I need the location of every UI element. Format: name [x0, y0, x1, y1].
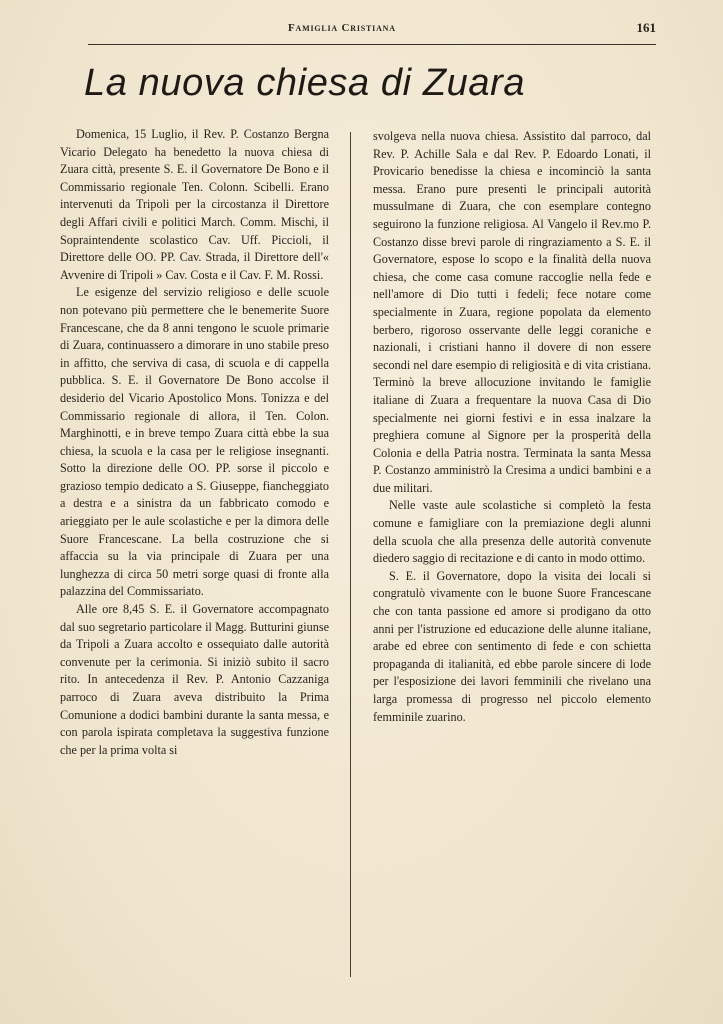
left-column: [60, 126, 329, 759]
paragraph: S. E. il Governatore, dopo la visita dei locali si congratulò vivamente con le buone Suore Francescane che con tanta passione ed amore si prodigano da otto anni per l'istruzione ed educazione delle alunne italiane, arabe ed ebree con sentimento di fede e con schietta propaganda di italianità, ed ebbe parole sincere di lode per l'esposizione dei lavori femminili che rivelano una larga promessa di progresso nel piccolo elemento femminile zuarino.: [373, 568, 651, 724]
header-rule: [88, 44, 656, 45]
page-number: 161: [636, 20, 656, 35]
paragraph: Alle ore 8,45 S. E. il Governatore accompagnato dal suo segretario particolare il Magg. Butturini giunse da Tripoli a Zuara accolto e ossequiato dalle autorità convenute per la cerimonia. Si iniziò subito il sacro rito. In antecedenza il Rev. P. Antonio Cazzaniga parroco di Zuara aveva distribuito la Prima Comunione a dodici bambini durante la santa messa, e con parola ispirata completava la suggestiva funzione che per la prima volta si: [60, 602, 329, 757]
article-title: La nuova chiesa di Zuara: [84, 62, 526, 104]
running-head: Famiglia Cristiana: [288, 22, 396, 34]
paragraph: Le esigenze del servizio religioso e delle scuole non potevano più permettere che le benemerite Suore Francescane, che da 8 anni tengono le scuole primarie di Zuara, continuassero a dimorare in uno stabile preso in affitto, che serviva di casa, di scuola e di cappella pubblica. S. E. il Governatore De Bono accolse il desiderio del Vicario Apostolico Mons. Tonizza e del Commissario regionale di allora, il Ten. Colon. Marghinotti, e in breve tempo Zuara città ebbe la sua chiesa, la scuola e la casa per le religiose insegnanti. Sotto la direzione delle OO. PP. sorse il piccolo e grazioso tempio dedicato a S. Giuseppe, fiancheggiato a destra e a sinistra da un fabbricato comodo e arieggiato per le aule scolastiche e per la dimora delle Suore Francescane. La bella costruzione che si affaccia su la via principale di Zuara per una lunghezza di circa 50 metri sorge quasi di fronte alla palazzina del Commissariato.: [60, 285, 329, 599]
page-header: [88, 20, 656, 42]
paragraph: Domenica, 15 Luglio, il Rev. P. Costanzo Bergna Vicario Delegato ha benedetto la nuova chiesa di Zuara città, presente S. E. il Governatore De Bono e il Commissario regionale Ten. Colonn. Scibelli. Erano intervenuti da Tripoli per la circostanza il Direttore degli Affari civili e politici March. Comm. Mischi, il Sopraintendente scolastico Cav. Uff. Piccioli, il Direttore delle OO. PP. Cav. Strada, il Direttore dell'« Avvenire di Tripoli » Cav. Costa e il Cav. F. M. Rossi.: [60, 127, 329, 282]
column-rule: [350, 132, 351, 977]
paragraph: Nelle vaste aule scolastiche si completò la festa comune e famigliare con la premiazione degli alunni della scuola che alla presenza delle autorità convenute diedero saggio di recitazione e di canto in modo ottimo.: [373, 498, 651, 566]
right-column: [373, 128, 651, 726]
paragraph: svolgeva nella nuova chiesa. Assistito dal parroco, dal Rev. P. Achille Sala e dal Rev. P. Edoardo Lonati, il Provicario benedisse la chiesa e incominciò la santa messa. Erano pure presenti le principali autorità mussulmane di Zuara, che con esemplare contegno seguirono la funzione religiosa. Al Vangelo il Rev.mo P. Costanzo disse brevi parole di ringraziamento a S. E. il Governatore, espose lo scopo e la finalità della nuova chiesa, che come casa comune raccoglie nella fede e nell'amore di Dio tutti i fedeli; fece notare come specialmente in Zuara, regione popolata da elemento berbero, rigoroso osservante delle leggi coraniche e nazionali, i cristiani hanno il dovere di non essere secondi nel dare esempio di religiosità e di vita cristiana. Terminò la breve allocuzione invitando le famiglie italiane di Zuara a frequentare la nuova Casa di Dio specialmente nei giorni festivi e in essa inalzare la preghiera comune al Signore per la prosperità della Colonia e della Patria nostra. Terminata la santa Messa P. Costanzo amministrò la Cresima a undici bambini e a due militari.: [373, 129, 651, 495]
